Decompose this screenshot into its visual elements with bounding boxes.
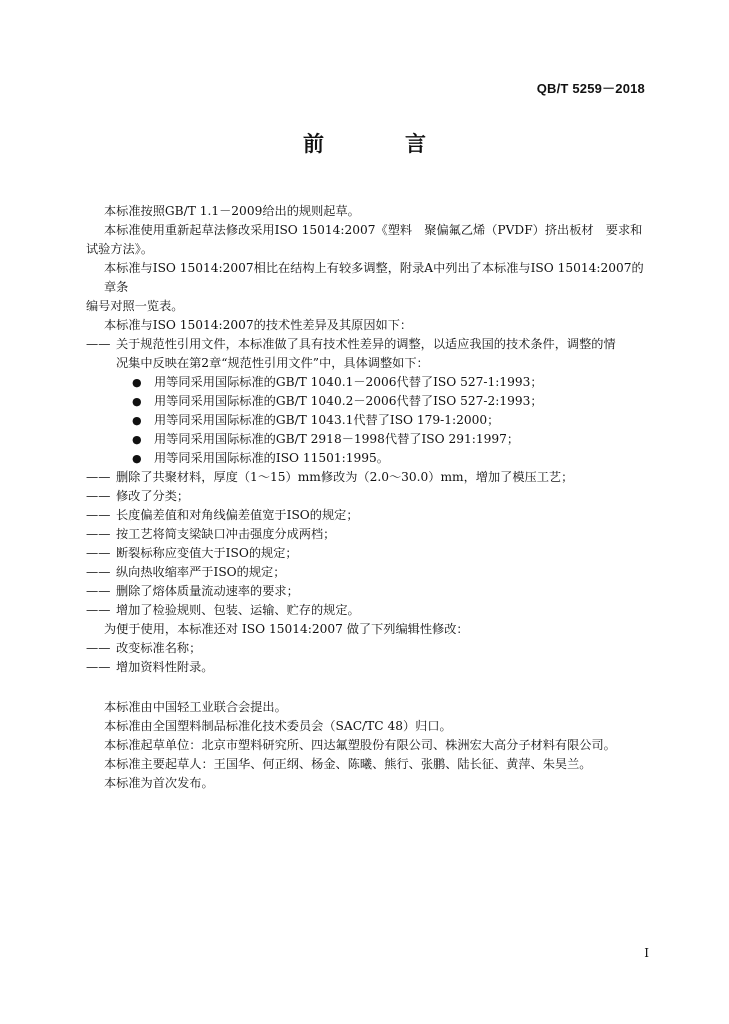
list-item <box>86 639 649 658</box>
bullet-item <box>132 430 649 449</box>
dash-marker: —— <box>86 489 111 503</box>
bullet-icon: ● <box>132 376 142 389</box>
bullet-text: 用等同采用国际标准的GB/T 1043.1代替了ISO 179-1:2000； <box>154 413 500 427</box>
list-item <box>86 487 649 506</box>
bullet-text: 用等同采用国际标准的GB/T 1040.1－2006代替了ISO 527-1:1993； <box>154 375 543 389</box>
dash-marker: —— <box>86 565 111 579</box>
bullet-item <box>132 373 649 392</box>
paragraph: 本标准由全国塑料制品标准化技术委员会（SAC/TC 48）归口。 <box>104 719 452 733</box>
list-item-text: 删除了熔体质量流动速率的要求； <box>116 584 299 598</box>
list-item <box>86 544 649 563</box>
paragraph: 本标准使用重新起草法修改采用ISO 15014:2007《塑料 聚偏氟乙烯（PVDF）挤出板材 要求和 <box>104 223 643 237</box>
list-item-text: 修改了分类； <box>116 489 190 503</box>
list-item-text: 纵向热收缩率严于ISO的规定； <box>116 565 286 579</box>
dash-marker: —— <box>86 603 111 617</box>
paragraph: 本标准与ISO 15014:2007的技术性差异及其原因如下： <box>104 318 413 332</box>
bullet-text: 用等同采用国际标准的ISO 11501:1995。 <box>154 451 389 465</box>
foreword-body <box>86 202 649 793</box>
paragraph: 本标准为首次发布。 <box>104 776 214 790</box>
dash-marker: —— <box>86 508 111 522</box>
dash-marker: —— <box>86 337 111 351</box>
bullet-icon: ● <box>132 452 142 465</box>
paragraph: 本标准起草单位：北京市塑料研究所、四达氟塑股份有限公司、株洲宏大高分子材料有限公司。 <box>104 738 616 752</box>
dash-marker: —— <box>86 641 111 655</box>
dash-marker: —— <box>86 546 111 560</box>
list-item-text: 关于规范性引用文件，本标准做了具有技术性差异的调整，以适应我国的技术条件，调整的情 况集中反映在第2章“规范性引用文件”中，具体调整如下： <box>116 337 616 370</box>
paragraph: 本标准由中国轻工业联合会提出。 <box>104 700 287 714</box>
list-item <box>86 658 649 677</box>
bullet-icon: ● <box>132 395 142 408</box>
bullet-text: 用等同采用国际标准的GB/T 2918－1998代替了ISO 291:1997； <box>154 432 520 446</box>
bullet-icon: ● <box>132 433 142 446</box>
list-item-text: 按工艺将简支梁缺口冲击强度分成两档； <box>116 527 336 541</box>
list-item-text: 改变标准名称； <box>116 641 202 655</box>
dash-marker: —— <box>86 470 111 484</box>
list-item-text: 断裂标称应变值大于ISO的规定； <box>116 546 298 560</box>
dash-marker: —— <box>86 527 111 541</box>
page-number: I <box>644 946 649 960</box>
list-item <box>86 582 649 601</box>
list-item-text: 长度偏差值和对角线偏差值宽于ISO的规定； <box>116 508 359 522</box>
bullet-icon: ● <box>132 414 142 427</box>
bullet-item <box>132 449 649 468</box>
dash-marker: —— <box>86 660 111 674</box>
list-item <box>86 335 649 373</box>
paragraph: 为便于使用，本标准还对 ISO 15014:2007 做了下列编辑性修改： <box>104 622 469 636</box>
bullet-text: 用等同采用国际标准的GB/T 1040.2－2006代替了ISO 527-2:1993； <box>154 394 543 408</box>
dash-marker: —— <box>86 584 111 598</box>
spacer <box>104 677 649 698</box>
list-item <box>86 601 649 620</box>
paragraph: 本标准按照GB/T 1.1－2009给出的规则起草。 <box>104 204 360 218</box>
list-item <box>86 525 649 544</box>
list-item-text: 增加资料性附录。 <box>116 660 214 674</box>
paragraph-continuation: 试验方法》。 <box>86 242 154 256</box>
paragraph: 本标准主要起草人：王国华、何正纲、杨金、陈曦、熊行、张鹏、陆长征、黄萍、朱昊兰。 <box>104 757 592 771</box>
bullet-item <box>132 411 649 430</box>
list-item-text: 增加了检验规则、包装、运输、贮存的规定。 <box>116 603 360 617</box>
standard-code: QB/T 5259－2018 <box>536 81 645 96</box>
paragraph: 本标准与ISO 15014:2007相比在结构上有较多调整，附录A中列出了本标准与ISO 15014:2007的章条 <box>104 261 644 294</box>
list-item-text: 删除了共聚材料，厚度（1～15）mm修改为（2.0～30.0）mm，增加了模压工艺； <box>116 470 574 484</box>
paragraph-continuation: 编号对照一览表。 <box>86 299 184 313</box>
bullet-item <box>132 392 649 411</box>
page-title: 前 言 <box>303 131 456 156</box>
list-item <box>86 563 649 582</box>
list-item <box>86 468 649 487</box>
list-item <box>86 506 649 525</box>
